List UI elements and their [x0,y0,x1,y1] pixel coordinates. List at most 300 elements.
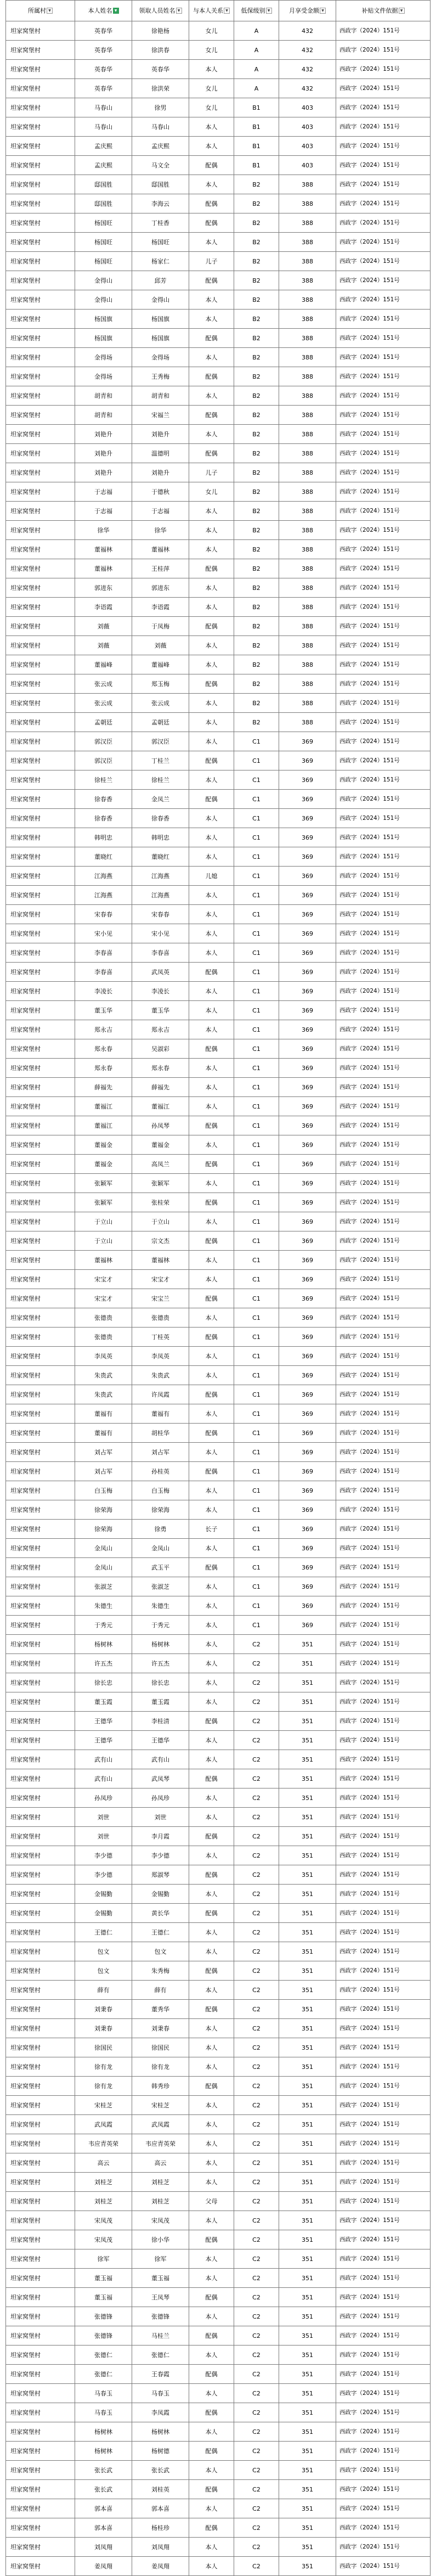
cell-file[interactable]: 西政字（2024）151号 [336,1961,431,1981]
cell-file[interactable]: 西政字（2024）151号 [336,809,431,828]
cell-village[interactable]: 坦家窝堡村 [6,1865,75,1885]
cell-level[interactable]: B2 [234,233,279,252]
cell-village[interactable]: 坦家窝堡村 [6,809,75,828]
cell-recipient[interactable]: 郑永吉 [75,1020,132,1039]
cell-relation[interactable]: 配偶 [189,1116,234,1135]
cell-claimant[interactable]: 郑永吉 [132,1020,189,1039]
cell-relation[interactable]: 本人 [189,540,234,559]
cell-relation[interactable]: 本人 [189,137,234,156]
cell-amount[interactable]: 351 [279,2288,336,2307]
cell-file[interactable]: 西政字（2024）151号 [336,2346,431,2365]
cell-village[interactable]: 坦家窝堡村 [6,1961,75,1981]
cell-file[interactable]: 西政字（2024）151号 [336,655,431,674]
cell-recipient[interactable]: 郭汉臣 [75,732,132,751]
cell-recipient[interactable]: 包文 [75,1961,132,1981]
cell-claimant[interactable]: 董福江 [132,1097,189,1116]
cell-file[interactable]: 西政字（2024）151号 [336,2307,431,2326]
cell-claimant[interactable]: 董玉霞 [132,1692,189,1712]
cell-claimant[interactable]: 徐桂兰 [132,770,189,790]
cell-claimant[interactable]: 董福金 [132,1135,189,1155]
cell-village[interactable]: 坦家窝堡村 [6,2192,75,2211]
col-header-level[interactable]: 低保级别 ▼ [234,1,279,21]
cell-claimant[interactable]: 于德秋 [132,482,189,502]
cell-relation[interactable]: 本人 [189,924,234,943]
cell-level[interactable]: C2 [234,2461,279,2480]
cell-village[interactable]: 坦家窝堡村 [6,1251,75,1270]
cell-amount[interactable]: 369 [279,1481,336,1500]
cell-relation[interactable]: 配偶 [189,2403,234,2422]
cell-recipient[interactable]: 刘凤翔 [75,2538,132,2557]
cell-amount[interactable]: 388 [279,694,336,713]
cell-amount[interactable]: 369 [279,982,336,1001]
cell-recipient[interactable]: 张德锋 [75,2326,132,2346]
cell-village[interactable]: 坦家窝堡村 [6,1155,75,1174]
cell-relation[interactable]: 本人 [189,386,234,406]
cell-village[interactable]: 坦家窝堡村 [6,463,75,482]
cell-recipient[interactable]: 英春华 [75,60,132,79]
cell-amount[interactable]: 351 [279,2461,336,2480]
cell-file[interactable]: 西政字（2024）151号 [336,1904,431,1923]
cell-file[interactable]: 西政字（2024）151号 [336,1654,431,1673]
cell-level[interactable]: C2 [234,2442,279,2461]
cell-level[interactable]: C1 [234,1116,279,1135]
cell-claimant[interactable]: 于立山 [132,1212,189,1231]
cell-file[interactable]: 西政字（2024）151号 [336,1481,431,1500]
cell-amount[interactable]: 351 [279,1654,336,1673]
cell-claimant[interactable]: 刘艳升 [132,463,189,482]
cell-village[interactable]: 坦家窝堡村 [6,924,75,943]
filter-dropdown-icon[interactable]: ▼ [320,8,326,14]
cell-file[interactable]: 西政字（2024）151号 [336,1885,431,1904]
cell-relation[interactable]: 女儿 [189,482,234,502]
cell-claimant[interactable]: 郭汉臣 [132,732,189,751]
cell-relation[interactable]: 配偶 [189,444,234,463]
cell-file[interactable]: 西政字（2024）151号 [336,1808,431,1827]
cell-amount[interactable]: 351 [279,2384,336,2403]
cell-file[interactable]: 西政字（2024）151号 [336,290,431,310]
cell-claimant[interactable]: 吴淑彩 [132,1039,189,1059]
cell-village[interactable]: 坦家窝堡村 [6,1808,75,1827]
cell-relation[interactable]: 配偶 [189,674,234,694]
col-header-claimant[interactable]: 领取人员姓名 ▼ [132,1,189,21]
cell-level[interactable]: C2 [234,2038,279,2057]
cell-claimant[interactable]: 董玉华 [132,1001,189,1020]
cell-amount[interactable]: 351 [279,2000,336,2019]
cell-village[interactable]: 坦家窝堡村 [6,1558,75,1577]
cell-file[interactable]: 西政字（2024）151号 [336,1596,431,1616]
cell-claimant[interactable]: 徐长忠 [132,1673,189,1692]
cell-village[interactable]: 坦家窝堡村 [6,1481,75,1500]
cell-recipient[interactable]: 王德仁 [75,1923,132,1942]
cell-recipient[interactable]: 董玉华 [75,1001,132,1020]
cell-file[interactable]: 西政字（2024）151号 [336,2365,431,2384]
cell-level[interactable]: C1 [234,1366,279,1385]
cell-file[interactable]: 西政字（2024）151号 [336,2115,431,2134]
cell-claimant[interactable]: 包文 [132,1942,189,1961]
cell-village[interactable]: 坦家窝堡村 [6,2000,75,2019]
cell-level[interactable]: C1 [234,732,279,751]
cell-recipient[interactable]: 郭进东 [75,578,132,598]
cell-file[interactable]: 西政字（2024）151号 [336,886,431,905]
cell-level[interactable]: C2 [234,2269,279,2288]
cell-file[interactable]: 西政字（2024）151号 [336,2384,431,2403]
cell-file[interactable]: 西政字（2024）151号 [336,1347,431,1366]
cell-relation[interactable]: 本人 [189,2499,234,2518]
cell-relation[interactable]: 长子 [189,1520,234,1539]
cell-file[interactable]: 西政字（2024）151号 [336,1731,431,1750]
cell-recipient[interactable]: 郭汉臣 [75,751,132,770]
cell-village[interactable]: 坦家窝堡村 [6,1539,75,1558]
cell-village[interactable]: 坦家窝堡村 [6,1174,75,1193]
cell-amount[interactable]: 388 [279,482,336,502]
cell-relation[interactable]: 本人 [189,1596,234,1616]
cell-village[interactable]: 坦家窝堡村 [6,943,75,963]
cell-village[interactable]: 坦家窝堡村 [6,1923,75,1942]
cell-relation[interactable]: 本人 [189,1308,234,1328]
cell-amount[interactable]: 351 [279,1731,336,1750]
cell-recipient[interactable]: 徐国民 [75,2038,132,2057]
cell-claimant[interactable]: 孟朝廷 [132,713,189,732]
cell-recipient[interactable]: 朱贵武 [75,1385,132,1404]
cell-village[interactable]: 坦家窝堡村 [6,867,75,886]
cell-village[interactable]: 坦家窝堡村 [6,60,75,79]
cell-claimant[interactable]: 王德华 [132,1731,189,1750]
cell-claimant[interactable]: 郑玉梅 [132,674,189,694]
cell-village[interactable]: 坦家窝堡村 [6,1001,75,1020]
cell-village[interactable]: 坦家窝堡村 [6,2461,75,2480]
cell-claimant[interactable]: 江海燕 [132,867,189,886]
cell-relation[interactable]: 配偶 [189,1328,234,1347]
cell-file[interactable]: 西政字（2024）151号 [336,1673,431,1692]
cell-file[interactable]: 西政字（2024）151号 [336,41,431,60]
cell-recipient[interactable]: 张淑芝 [75,1577,132,1596]
cell-claimant[interactable]: 徐洪荣 [132,79,189,98]
cell-relation[interactable]: 本人 [189,1635,234,1654]
cell-village[interactable]: 坦家窝堡村 [6,713,75,732]
cell-file[interactable]: 西政字（2024）151号 [336,1193,431,1212]
cell-village[interactable]: 坦家窝堡村 [6,2365,75,2384]
cell-level[interactable]: C2 [234,1769,279,1788]
cell-level[interactable]: B2 [234,444,279,463]
cell-village[interactable]: 坦家窝堡村 [6,1788,75,1808]
cell-relation[interactable]: 本人 [189,694,234,713]
cell-claimant[interactable]: 丁桂英 [132,1328,189,1347]
cell-amount[interactable]: 369 [279,1212,336,1231]
cell-file[interactable]: 西政字（2024）151号 [336,1135,431,1155]
cell-amount[interactable]: 351 [279,1769,336,1788]
cell-recipient[interactable]: 郭本喜 [75,2499,132,2518]
cell-amount[interactable]: 369 [279,809,336,828]
cell-amount[interactable]: 351 [279,1904,336,1923]
cell-amount[interactable]: 351 [279,1750,336,1769]
cell-amount[interactable]: 388 [279,713,336,732]
cell-recipient[interactable]: 武有山 [75,1769,132,1788]
cell-village[interactable]: 坦家窝堡村 [6,2422,75,2442]
cell-claimant[interactable]: 杨树林 [132,2422,189,2442]
cell-claimant[interactable]: 刘秉春 [132,2019,189,2038]
cell-amount[interactable]: 403 [279,117,336,137]
cell-recipient[interactable]: 徐桂兰 [75,770,132,790]
cell-claimant[interactable]: 张颖军 [132,1174,189,1193]
cell-village[interactable]: 坦家窝堡村 [6,905,75,924]
cell-file[interactable]: 西政字（2024）151号 [336,2249,431,2269]
cell-village[interactable]: 坦家窝堡村 [6,1078,75,1097]
cell-file[interactable]: 西政字（2024）151号 [336,252,431,271]
cell-claimant[interactable]: 董玉福 [132,2269,189,2288]
cell-village[interactable]: 坦家窝堡村 [6,617,75,636]
cell-relation[interactable]: 本人 [189,1788,234,1808]
cell-recipient[interactable]: 张德贵 [75,1328,132,1347]
cell-file[interactable]: 西政字（2024）151号 [336,79,431,98]
cell-file[interactable]: 西政字（2024）151号 [336,694,431,713]
cell-claimant[interactable]: 董福林 [132,1251,189,1270]
cell-recipient[interactable]: 刘薇 [75,636,132,655]
cell-amount[interactable]: 432 [279,41,336,60]
cell-relation[interactable]: 本人 [189,2249,234,2269]
cell-file[interactable]: 西政字（2024）151号 [336,1616,431,1635]
cell-claimant[interactable]: 宋桂芝 [132,2096,189,2115]
cell-level[interactable]: C2 [234,1731,279,1750]
cell-recipient[interactable]: 孙凤珍 [75,1788,132,1808]
cell-village[interactable]: 坦家窝堡村 [6,1289,75,1308]
cell-file[interactable]: 西政字（2024）151号 [336,1558,431,1577]
cell-level[interactable]: B1 [234,137,279,156]
cell-file[interactable]: 西政字（2024）151号 [336,1443,431,1462]
cell-claimant[interactable]: 李春喜 [132,943,189,963]
cell-claimant[interactable]: 金得场 [132,348,189,367]
cell-level[interactable]: C1 [234,1558,279,1577]
cell-level[interactable]: C1 [234,1231,279,1251]
cell-file[interactable]: 西政字（2024）151号 [336,2518,431,2538]
cell-amount[interactable]: 388 [279,674,336,694]
cell-level[interactable]: C2 [234,2518,279,2538]
cell-recipient[interactable]: 董玉霞 [75,1692,132,1712]
cell-file[interactable]: 西政字（2024）151号 [336,60,431,79]
cell-village[interactable]: 坦家窝堡村 [6,1635,75,1654]
cell-relation[interactable]: 本人 [189,233,234,252]
cell-amount[interactable]: 369 [279,770,336,790]
cell-claimant[interactable]: 徐有龙 [132,2057,189,2077]
cell-file[interactable]: 西政字（2024）151号 [336,1788,431,1808]
cell-file[interactable]: 西政字（2024）151号 [336,2288,431,2307]
cell-file[interactable]: 西政字（2024）151号 [336,367,431,386]
cell-village[interactable]: 坦家窝堡村 [6,386,75,406]
cell-file[interactable]: 西政字（2024）151号 [336,1155,431,1174]
cell-relation[interactable]: 女儿 [189,79,234,98]
cell-level[interactable]: C1 [234,1270,279,1289]
cell-claimant[interactable]: 刘艳升 [132,425,189,444]
cell-village[interactable]: 坦家窝堡村 [6,2173,75,2192]
cell-level[interactable]: C1 [234,1020,279,1039]
cell-recipient[interactable]: 胡青和 [75,406,132,425]
cell-amount[interactable]: 369 [279,886,336,905]
cell-recipient[interactable]: 张颖军 [75,1174,132,1193]
cell-amount[interactable]: 351 [279,1923,336,1942]
cell-relation[interactable]: 本人 [189,2134,234,2153]
cell-amount[interactable]: 369 [279,1289,336,1308]
cell-claimant[interactable]: 郭本喜 [132,2499,189,2518]
cell-claimant[interactable]: 邸国胜 [132,175,189,194]
cell-village[interactable]: 坦家窝堡村 [6,1500,75,1520]
cell-recipient[interactable]: 宋凤茂 [75,2211,132,2230]
cell-file[interactable]: 西政字（2024）151号 [336,1539,431,1558]
cell-level[interactable]: C2 [234,2211,279,2230]
cell-file[interactable]: 西政字（2024）151号 [336,2422,431,2442]
cell-amount[interactable]: 388 [279,655,336,674]
cell-recipient[interactable]: 徐长忠 [75,1673,132,1692]
cell-claimant[interactable]: 杨国旗 [132,329,189,348]
cell-village[interactable]: 坦家窝堡村 [6,2134,75,2153]
cell-village[interactable]: 坦家窝堡村 [6,751,75,770]
cell-claimant[interactable]: 张长武 [132,2461,189,2480]
cell-level[interactable]: C1 [234,1520,279,1539]
cell-village[interactable]: 坦家窝堡村 [6,2038,75,2057]
cell-amount[interactable]: 351 [279,2518,336,2538]
cell-file[interactable]: 西政字（2024）151号 [336,1270,431,1289]
cell-file[interactable]: 西政字（2024）151号 [336,540,431,559]
cell-recipient[interactable]: 徐军 [75,2249,132,2269]
cell-amount[interactable]: 388 [279,290,336,310]
cell-relation[interactable]: 本人 [189,2538,234,2557]
cell-recipient[interactable]: 白玉梅 [75,1481,132,1500]
cell-village[interactable]: 坦家窝堡村 [6,156,75,175]
cell-recipient[interactable]: 刘占军 [75,1443,132,1462]
cell-amount[interactable]: 351 [279,2230,336,2249]
cell-relation[interactable]: 本人 [189,1577,234,1596]
cell-file[interactable]: 西政字（2024）151号 [336,482,431,502]
cell-recipient[interactable]: 包文 [75,1942,132,1961]
cell-amount[interactable]: 388 [279,578,336,598]
cell-amount[interactable]: 351 [279,2134,336,2153]
cell-amount[interactable]: 388 [279,502,336,521]
cell-recipient[interactable]: 董福有 [75,1424,132,1443]
cell-recipient[interactable]: 张长武 [75,2461,132,2480]
cell-village[interactable]: 坦家窝堡村 [6,406,75,425]
cell-level[interactable]: B2 [234,521,279,540]
cell-recipient[interactable]: 杨国旗 [75,310,132,329]
cell-recipient[interactable]: 刘世 [75,1827,132,1846]
cell-recipient[interactable]: 宋宝才 [75,1289,132,1308]
cell-recipient[interactable]: 胡青和 [75,386,132,406]
cell-claimant[interactable]: 孙桂英 [132,1462,189,1481]
cell-claimant[interactable]: 许凤霞 [132,1385,189,1404]
cell-level[interactable]: C1 [234,1174,279,1193]
cell-village[interactable]: 坦家窝堡村 [6,2077,75,2096]
cell-village[interactable]: 坦家窝堡村 [6,2019,75,2038]
cell-level[interactable]: C2 [234,2499,279,2518]
cell-level[interactable]: C2 [234,2019,279,2038]
cell-relation[interactable]: 本人 [189,1981,234,2000]
cell-claimant[interactable]: 宋小见 [132,924,189,943]
cell-file[interactable]: 西政字（2024）151号 [336,2134,431,2153]
cell-claimant[interactable]: 宗文杰 [132,1231,189,1251]
cell-file[interactable]: 西政字（2024）151号 [336,790,431,809]
cell-file[interactable]: 西政字（2024）151号 [336,1750,431,1769]
cell-level[interactable]: B2 [234,578,279,598]
cell-village[interactable]: 坦家窝堡村 [6,444,75,463]
cell-village[interactable]: 坦家窝堡村 [6,2249,75,2269]
cell-file[interactable]: 西政字（2024）151号 [336,2557,431,2576]
cell-claimant[interactable]: 李月霞 [132,1827,189,1846]
cell-file[interactable]: 西政字（2024）151号 [336,2326,431,2346]
cell-file[interactable]: 西政字（2024）151号 [336,406,431,425]
cell-relation[interactable]: 本人 [189,502,234,521]
cell-village[interactable]: 坦家窝堡村 [6,694,75,713]
cell-recipient[interactable]: 徐春香 [75,790,132,809]
cell-level[interactable]: C1 [234,1577,279,1596]
cell-amount[interactable]: 351 [279,1961,336,1981]
cell-file[interactable]: 西政字（2024）151号 [336,1424,431,1443]
cell-claimant[interactable]: 徐荣海 [132,1500,189,1520]
cell-file[interactable]: 西政字（2024）151号 [336,636,431,655]
cell-level[interactable]: B2 [234,482,279,502]
cell-claimant[interactable]: 徐勇 [132,1520,189,1539]
cell-recipient[interactable]: 于立山 [75,1231,132,1251]
cell-village[interactable]: 坦家窝堡村 [6,1846,75,1865]
cell-level[interactable]: C1 [234,1616,279,1635]
cell-village[interactable]: 坦家窝堡村 [6,1596,75,1616]
cell-village[interactable]: 坦家窝堡村 [6,732,75,751]
cell-level[interactable]: C2 [234,1654,279,1673]
cell-relation[interactable]: 配偶 [189,1865,234,1885]
cell-amount[interactable]: 351 [279,2153,336,2173]
cell-amount[interactable]: 403 [279,156,336,175]
cell-village[interactable]: 坦家窝堡村 [6,271,75,290]
cell-level[interactable]: C1 [234,1059,279,1078]
cell-level[interactable]: B2 [234,502,279,521]
cell-claimant[interactable]: 刘世 [132,1808,189,1827]
cell-file[interactable]: 西政字（2024）151号 [336,521,431,540]
cell-level[interactable]: B2 [234,636,279,655]
cell-claimant[interactable]: 白玉梅 [132,1481,189,1500]
cell-level[interactable]: C2 [234,2077,279,2096]
cell-village[interactable]: 坦家窝堡村 [6,982,75,1001]
cell-amount[interactable]: 388 [279,617,336,636]
cell-claimant[interactable]: 李凌长 [132,982,189,1001]
cell-amount[interactable]: 388 [279,425,336,444]
cell-recipient[interactable]: 孟庆熙 [75,156,132,175]
cell-relation[interactable]: 本人 [189,636,234,655]
cell-claimant[interactable]: 李语霞 [132,598,189,617]
cell-claimant[interactable]: 马春玉 [132,2384,189,2403]
cell-level[interactable]: C2 [234,2096,279,2115]
cell-amount[interactable]: 351 [279,2422,336,2442]
cell-recipient[interactable]: 英春华 [75,41,132,60]
cell-relation[interactable]: 本人 [189,1481,234,1500]
cell-village[interactable]: 坦家窝堡村 [6,194,75,213]
cell-relation[interactable]: 儿媳 [189,867,234,886]
cell-relation[interactable]: 本人 [189,2557,234,2576]
cell-file[interactable]: 西政字（2024）151号 [336,1520,431,1539]
cell-recipient[interactable]: 张德锋 [75,2307,132,2326]
cell-level[interactable]: C2 [234,2249,279,2269]
cell-relation[interactable]: 女儿 [189,98,234,117]
cell-level[interactable]: C1 [234,1135,279,1155]
cell-level[interactable]: B2 [234,367,279,386]
cell-village[interactable]: 坦家窝堡村 [6,329,75,348]
cell-relation[interactable]: 本人 [189,1135,234,1155]
cell-claimant[interactable]: 金锡勤 [132,1885,189,1904]
cell-recipient[interactable]: 朱德生 [75,1596,132,1616]
cell-village[interactable]: 坦家窝堡村 [6,2499,75,2518]
cell-amount[interactable]: 351 [279,2480,336,2499]
cell-recipient[interactable]: 金得场 [75,367,132,386]
cell-amount[interactable]: 369 [279,1193,336,1212]
cell-claimant[interactable]: 朱德生 [132,1596,189,1616]
cell-recipient[interactable]: 徐荣海 [75,1500,132,1520]
cell-file[interactable]: 西政字（2024）151号 [336,175,431,194]
cell-village[interactable]: 坦家窝堡村 [6,1059,75,1078]
